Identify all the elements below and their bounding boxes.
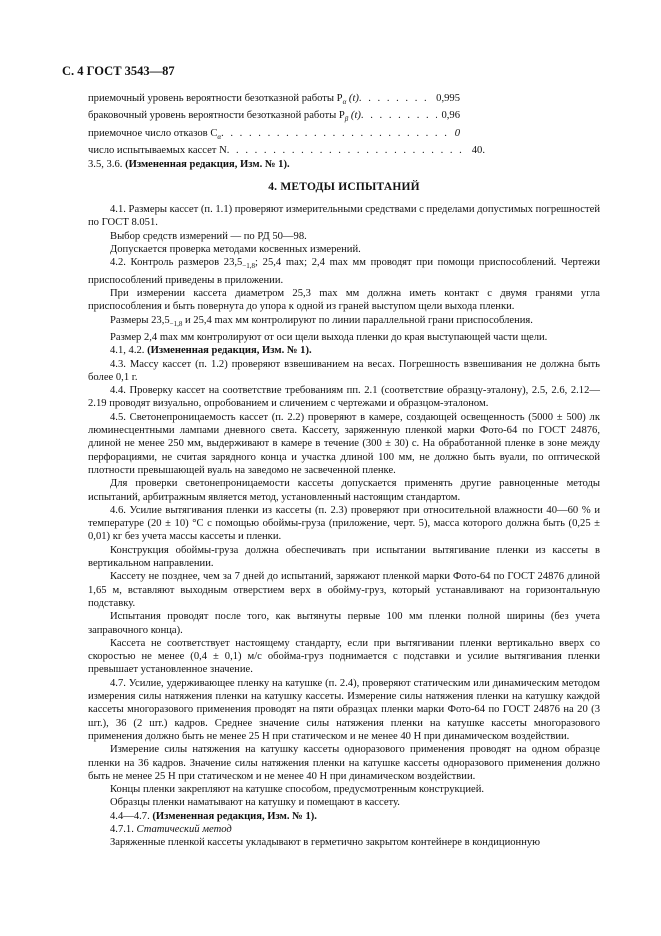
amendment-note-4142: 4.1, 4.2. (Измененная редакция, Изм. № 1). (110, 345, 312, 357)
level-arg: (t) (348, 93, 359, 104)
paragraph-4-2-d: Размер 2,4 max мм контролируют от оси щели выхода пленки до края выступающей части щели. (110, 332, 548, 343)
text-column (88, 92, 600, 850)
level-label: браковочный уровень вероятности безотказной работы Р (88, 110, 345, 122)
paragraph-4-7-1: 4.7.1. Статический метод (110, 823, 232, 835)
section-title: 4. МЕТОДЫ ИСПЫТАНИЙ (268, 180, 420, 193)
level-subscript: α (342, 98, 347, 107)
paragraph-4-2-c: Размеры $23,5_{-1,8}$ и 25,4 max мм контролируют по линии параллельной грани приспособления. (110, 314, 533, 328)
level-row-acceptance (88, 92, 460, 109)
paragraph-4-5: 4.5. Светонепроницаемость кассет (п. 2.2) проверяют в камере, создающей освещенность (5000 ± 500) лк люминесцентными лампами дневного света. Кассету, заряженную пленкой марки Фото-64 по ГОСТ 24876, длиной не менее 250 мм, выдерживают в камере в течение (300 ± 30) с. На обработанной пленке в зоне между перфорациями, не считая зарядного конца и участка длиной 100 мм, не должно быть вуали, по оптической плотности превышающей вуаль на заведомо не засвеченной пленке. (88, 411, 600, 476)
paragraph-4-6-c: Кассету не позднее, чем за 7 дней до испытаний, заряжают пленкой марки Фото-64 по ГОСТ 24876 длиной 1,65 м, вставляют выходным отверстием верх в обойму-груз, который устанавливают на горизонтальную подставку. (88, 571, 600, 609)
paragraph-4-6-d: Испытания проводят после того, как вытянуты первые 100 мм пленки полной ширины (без учета заправочного конца). (88, 611, 600, 636)
paragraph-4-7-c: Концы пленки закрепляют на катушке способом, предусмотренным конструкцией. (110, 784, 485, 796)
reliability-levels-list (88, 92, 485, 158)
level-value: 0,995 (436, 93, 460, 104)
level-subscript: α (217, 132, 222, 141)
leader-dots (227, 144, 468, 157)
leader-dots (221, 127, 451, 140)
level-arg: (t) (350, 110, 361, 122)
level-value: 0,96 (441, 110, 460, 122)
level-value: 40. (471, 145, 485, 157)
paragraph-4-6-e: Кассета не соответствует настоящему стандарту, если при вытягивании пленки вертикально вверх со скоростью не менее (0,4 ± 0,1) м/с обойма-груз поднимается с подставки и усилие вытягивания пленки превышает установленное значение. (88, 637, 600, 676)
amendment-note-4447: 4.4—4.7. (Измененная редакция, Изм. № 1). (110, 810, 317, 822)
paragraph-4-6: 4.6. Усилие вытягивания пленки из кассеты (п. 2.3) проверяют при относительной влажности 40—60 % и температуре (20 ± 10) °С с помощью обоймы-груза (приложение, черт. 5), масса которого должна быть (0,25 ± 0,01) кг без учета массы кассеты и пленки. (88, 504, 600, 543)
paragraph-4-4: 4.4. Проверку кассет на соответствие требованиям пп. 2.1 (соответствие образцу-эталону), 2.5, 2.6, 2.12—2.19 проводят визуально, опробованием и сличением с чертежами и образцом-эталоном. (88, 385, 600, 410)
level-label: приемочный уровень вероятности безотказной работы Р (88, 93, 343, 104)
page-header: С. 4 ГОСТ 3543—87 (62, 64, 175, 78)
level-label: число испытываемых кассет N (88, 145, 227, 157)
paragraph-4-7: 4.7. Усилие, удерживающее пленку на катушке (п. 2.4), проверяют статическим или динамическим методом измерения силы натяжения пленки на катушку кассеты. Измерение силы натяжения пленки на катушку каждой кассеты многоразового применения проводят на пяти образцах пленки марки Фото-64 по ГОСТ 24876 на 20 (3 шт.), 36 (2 шт.) кадров. Среднее значение силы натяжения пленки на катушке кассеты многоразового применения должно быть не менее 25 Н при статическом и не менее 40 Н при динамическом воздействии. (88, 677, 600, 742)
paragraph-4-3: 4.3. Массу кассет (п. 1.2) проверяют взвешиванием на весах. Погрешность взвешивания не должна быть более 0,1 г. (88, 358, 600, 383)
level-subscript: β (344, 115, 349, 124)
level-label: приемочное число отказов С (88, 127, 218, 139)
level-row-failures (88, 127, 460, 144)
paragraph-4-1: 4.1. Размеры кассет (п. 1.1) проверяют измерительными средствами с пределами допустимых погрешностей по ГОСТ 8.051. (88, 204, 600, 229)
paragraph-4-5-b: Для проверки светонепроницаемости кассеты допускается применять другие равноценные методы испытаний, арбитражным является метод, установленный настоящим стандартом. (88, 478, 600, 503)
amendment-note-35: 3.5, 3.6. (Измененная редакция, Изм. № 1). (88, 158, 290, 170)
paragraph-4-6-b: Конструкция обоймы-груза должна обеспечивать при испытании вытягивание пленки из кассеты в вертикальном направлении. (88, 544, 600, 570)
level-row-count (88, 144, 485, 157)
paragraph-4-2: 4.2. Контроль размеров $23,5_{-1,8}$; 25,4 max; 2,4 max мм проводят при помощи приспособлений. Чертежи приспособлений приведены в приложении. (88, 257, 601, 286)
paragraph-4-1-b: Выбор средств измерений — по РД 50—98. (110, 230, 307, 242)
paragraph-4-7-b: Измерение силы натяжения на катушку кассеты одноразового применения проводят на одном образце пленки на 36 кадров. Значение силы натяжения пленки на катушке кассеты одноразового применения должно быть не менее 25 Н при статическом и не менее 40 Н при динамическом воздействии. (88, 744, 600, 782)
leader-dots (359, 92, 432, 105)
paragraph-4-7-d: Образцы пленки наматывают на катушку и помещают в кассету. (110, 797, 400, 809)
paragraph-4-1-c: Допускается проверка методами косвенных измерений. (110, 244, 361, 255)
level-value: 0 (454, 127, 460, 139)
leader-dots (361, 109, 438, 122)
level-row-reject (88, 109, 460, 126)
paragraph-4-7-1-b: Заряженные пленкой кассеты укладывают в герметично закрытом контейнере в кондиционную (110, 837, 541, 849)
paragraph-4-2-b: При измерении кассета диаметром 25,3 max мм должна иметь контакт с двумя гранями угла приспособления и быть повернута до упора к одной из граней выступом щели выхода пленки. (88, 288, 600, 313)
